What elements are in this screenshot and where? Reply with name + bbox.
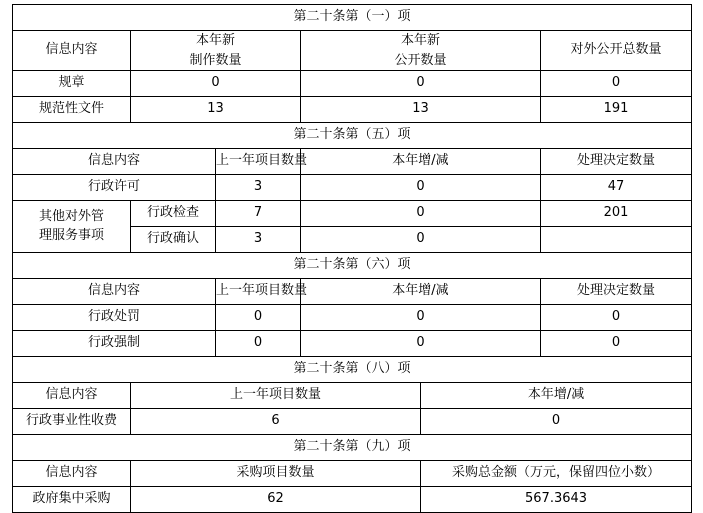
row-label-regulations: 规章 (13, 71, 131, 97)
report-page (0, 4, 703, 507)
cell-procurement-count: 62 (131, 487, 421, 513)
cell-coercion-decisions: 0 (541, 331, 692, 357)
cell-inspection-change: 0 (301, 201, 541, 227)
header-decisions-count-2: 处理决定数量 (541, 149, 692, 175)
header-year-change-4: 本年增/减 (421, 383, 692, 409)
cell-fees-prev-year: 6 (131, 409, 421, 435)
row-label-administrative-penalty: 行政处罚 (13, 305, 216, 331)
cell-penalty-prev-year: 0 (216, 305, 301, 331)
cell-regulations-new-disclosed: 0 (301, 71, 541, 97)
header-prev-year-count-2: 上一年项目数量 (216, 149, 301, 175)
table-row (13, 331, 692, 357)
row-group-other-services-line2: 理服务事项 (38, 227, 104, 243)
cell-normative-new-disclosed: 13 (301, 97, 541, 123)
header-info-content-2: 信息内容 (13, 149, 216, 175)
table-header-row (13, 31, 692, 71)
row-label-administrative-inspection: 行政检查 (131, 201, 216, 227)
header-new-produced-line2: 制作数量 (189, 52, 242, 68)
header-info-content-4: 信息内容 (13, 383, 131, 409)
cell-regulations-total: 0 (541, 71, 692, 97)
section-title-4: 第二十条第（八）项 (13, 357, 692, 383)
cell-confirmation-change: 0 (301, 227, 541, 253)
table-header-row (13, 279, 692, 305)
header-info-content-3: 信息内容 (13, 279, 216, 305)
header-info-content-5: 信息内容 (13, 461, 131, 487)
header-year-change-3: 本年增/减 (301, 279, 541, 305)
table-header-row (13, 383, 692, 409)
header-prev-year-count-4: 上一年项目数量 (131, 383, 421, 409)
row-group-other-services-line1: 其他对外管 (38, 208, 104, 224)
header-year-change-2: 本年增/减 (301, 149, 541, 175)
cell-penalty-decisions: 0 (541, 305, 692, 331)
cell-penalty-change: 0 (301, 305, 541, 331)
table-row (13, 71, 692, 97)
header-total-disclosed-1: 对外公开总数量 (541, 31, 692, 71)
cell-normative-total: 191 (541, 97, 692, 123)
cell-license-prev-year: 3 (216, 175, 301, 201)
cell-confirmation-prev-year: 3 (216, 227, 301, 253)
header-procurement-count: 采购项目数量 (131, 461, 421, 487)
section-title-row (13, 123, 692, 149)
cell-license-change: 0 (301, 175, 541, 201)
header-new-disclosed-line1: 本年新 (400, 33, 440, 48)
section-title-1: 第二十条第（一）项 (13, 5, 692, 31)
section-title-row (13, 5, 692, 31)
table-row (13, 175, 692, 201)
header-new-disclosed-1 (301, 31, 541, 71)
government-information-disclosure-table (12, 4, 692, 513)
cell-procurement-amount: 567.3643 (421, 487, 692, 513)
section-title-row (13, 435, 692, 461)
table-header-row (13, 461, 692, 487)
section-title-row (13, 357, 692, 383)
header-new-disclosed-line2: 公开数量 (394, 52, 447, 68)
header-prev-year-count-3: 上一年项目数量 (216, 279, 301, 305)
row-label-normative-documents: 规范性文件 (13, 97, 131, 123)
header-info-content-1: 信息内容 (13, 31, 131, 71)
row-label-administrative-fees: 行政事业性收费 (13, 409, 131, 435)
cell-confirmation-decisions (541, 227, 692, 253)
header-decisions-count-3: 处理决定数量 (541, 279, 692, 305)
header-procurement-amount: 采购总金额（万元，保留四位小数） (421, 461, 692, 487)
table-row (13, 201, 692, 227)
section-title-5: 第二十条第（九）项 (13, 435, 692, 461)
cell-regulations-new-produced: 0 (131, 71, 301, 97)
row-label-administrative-license: 行政许可 (13, 175, 216, 201)
row-label-centralized-procurement: 政府集中采购 (13, 487, 131, 513)
section-title-2: 第二十条第（五）项 (13, 123, 692, 149)
section-title-row (13, 253, 692, 279)
cell-fees-change: 0 (421, 409, 692, 435)
table-header-row (13, 149, 692, 175)
cell-coercion-prev-year: 0 (216, 331, 301, 357)
row-group-other-services (13, 201, 131, 253)
table-row (13, 409, 692, 435)
header-new-produced-line1: 本年新 (195, 33, 235, 48)
cell-inspection-decisions: 201 (541, 201, 692, 227)
header-new-produced-1 (131, 31, 301, 71)
cell-inspection-prev-year: 7 (216, 201, 301, 227)
cell-license-decisions: 47 (541, 175, 692, 201)
cell-normative-new-produced: 13 (131, 97, 301, 123)
cell-coercion-change: 0 (301, 331, 541, 357)
table-row (13, 305, 692, 331)
row-label-administrative-coercion: 行政强制 (13, 331, 216, 357)
section-title-3: 第二十条第（六）项 (13, 253, 692, 279)
row-label-administrative-confirmation: 行政确认 (131, 227, 216, 253)
table-row (13, 487, 692, 513)
table-row (13, 97, 692, 123)
